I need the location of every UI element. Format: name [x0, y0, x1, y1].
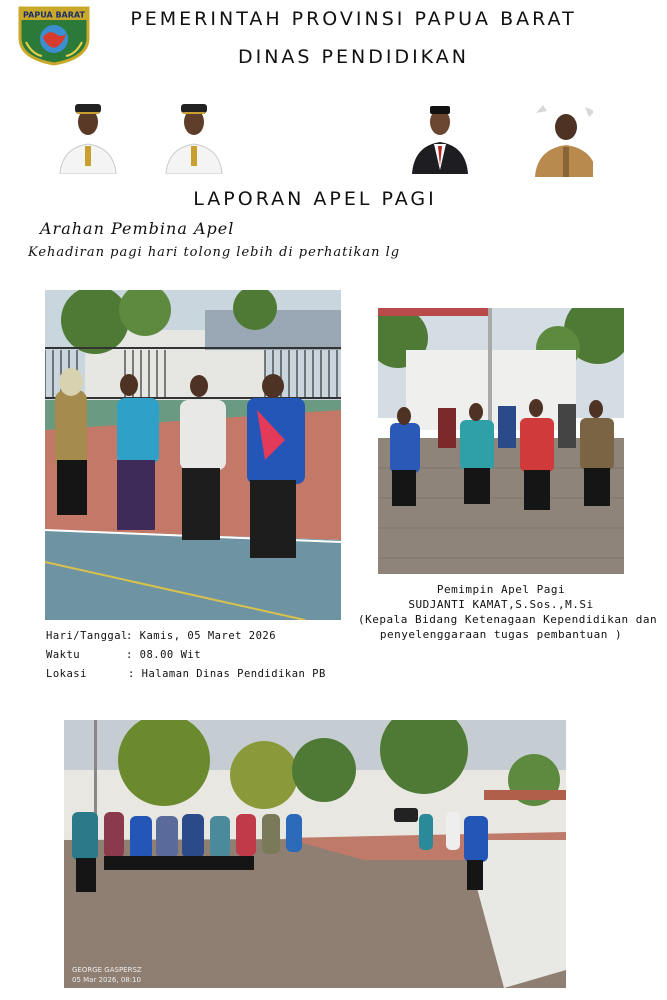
leader-position-line-1: (Kepala Bidang Ketenagaan Kependidikan dan [358, 613, 658, 626]
leader-name: SUDJANTI KAMAT,S.Sos.,M.Si [408, 598, 594, 611]
photo-watermark-stamp: 05 Mar 2026, 08:10 [72, 976, 142, 984]
leader-position-line-2: penyelenggaraan tugas pembantuan ) [379, 628, 623, 641]
location-label: Lokasi [46, 668, 87, 680]
date-label: Hari/Tanggal [46, 630, 128, 642]
government-title: PEMERINTAH PROVINSI PAPUA BARAT [130, 8, 577, 30]
official-portrait-2 [164, 100, 224, 174]
time-row [46, 649, 346, 663]
guidance-label: Arahan Pembina Apel [40, 219, 235, 238]
location-row [46, 668, 346, 682]
photo-group-assembly [378, 308, 624, 574]
guidance-text: Kehadiran pagi hari tolong lebih di perhatikan lg [28, 245, 401, 260]
department-title: DINAS PENDIDIKAN [237, 46, 470, 68]
logo-text: PAPUA BARAT [23, 10, 85, 20]
photo-officials-standing [45, 290, 341, 620]
date-value: : Kamis, 05 Maret 2026 [126, 630, 277, 642]
official-portrait-1 [58, 100, 118, 174]
photo-courtyard-assembly [64, 720, 566, 988]
location-value: : Halaman Dinas Pendidikan PB [128, 668, 326, 680]
time-label: Waktu [46, 649, 81, 661]
official-portrait-3 [410, 100, 470, 174]
photo-watermark-author: GEORGE GASPERSZ [72, 966, 142, 974]
date-row [46, 630, 346, 644]
time-value: : 08.00 Wit [126, 649, 202, 661]
leader-role: Pemimpin Apel Pagi [436, 583, 566, 596]
official-portrait-4 [533, 103, 593, 177]
report-title: LAPORAN APEL PAGI [193, 188, 437, 210]
